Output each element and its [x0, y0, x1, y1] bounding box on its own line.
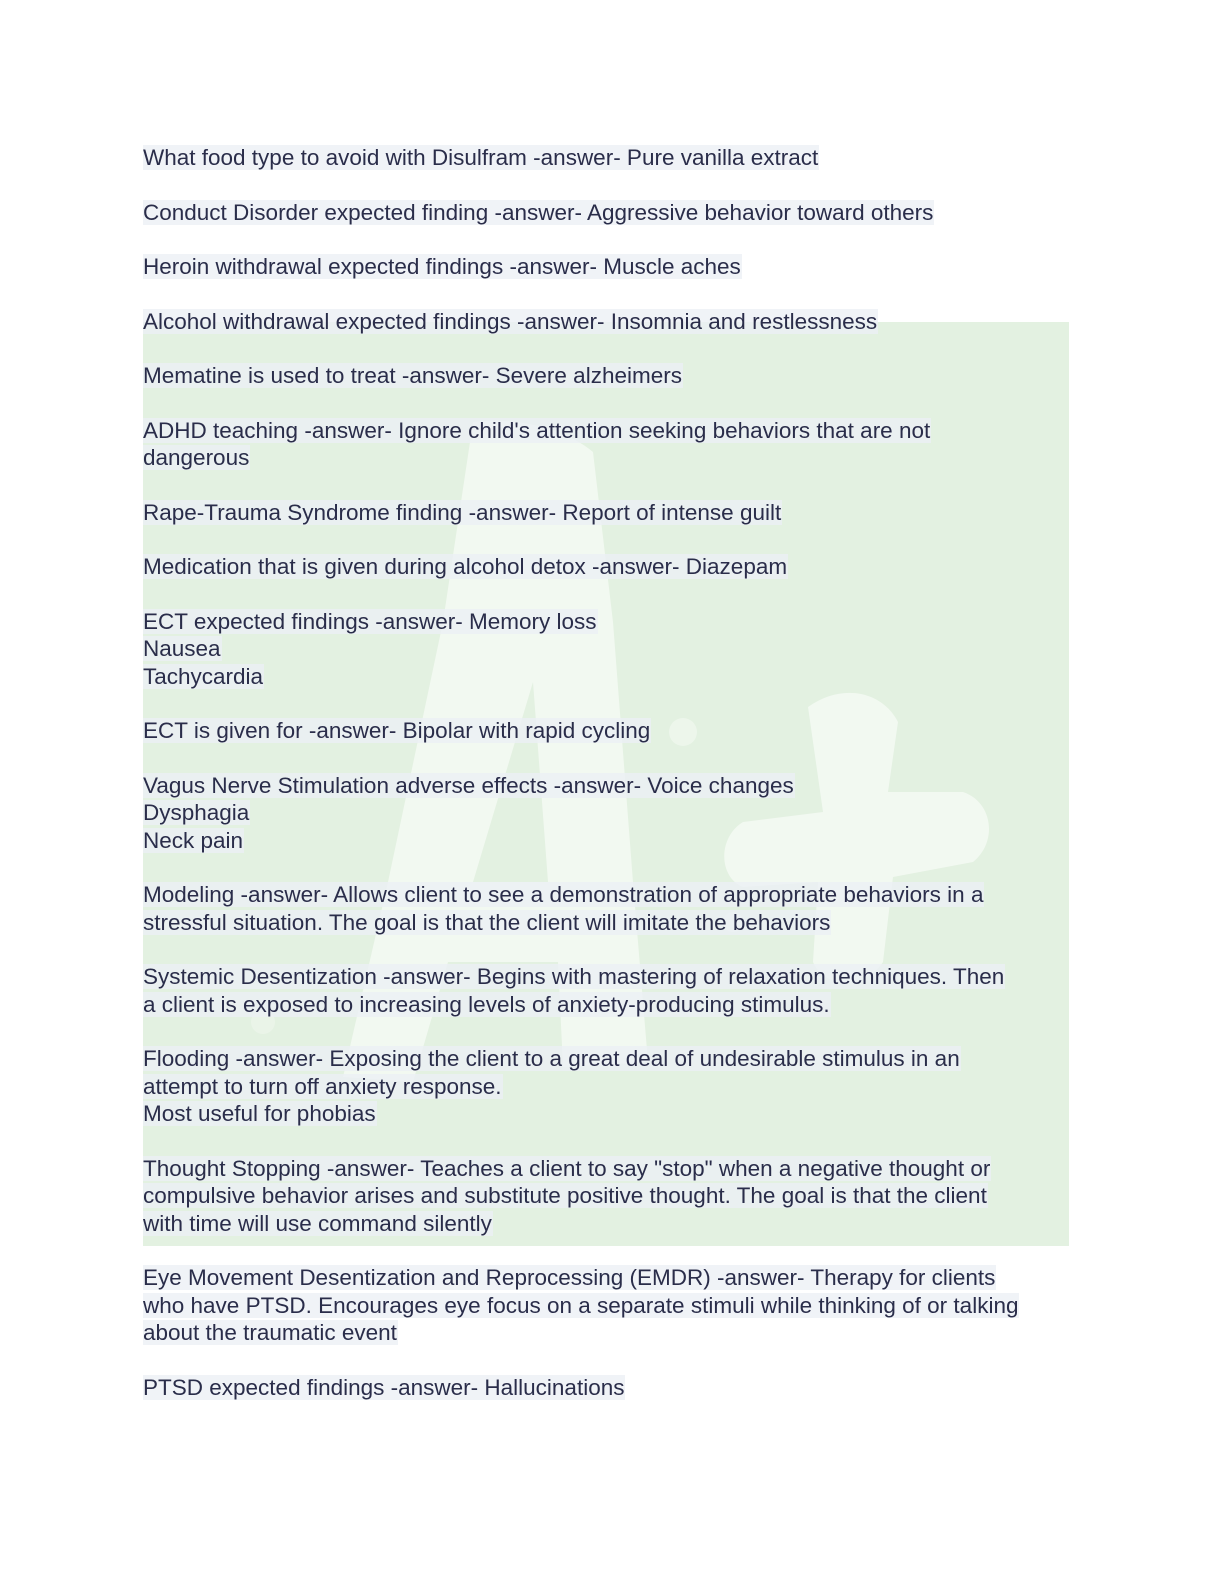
qa-line: Tachycardia [143, 663, 264, 689]
qa-line: Modeling -answer- Allows client to see a demonstration of appropriate behaviors in a [143, 882, 984, 907]
qa-line: a client is exposed to increasing levels of anxiety-producing stimulus. [143, 991, 830, 1017]
qa-line: with time will use command silently [143, 1210, 492, 1236]
qa-line: Eye Movement Desentization and Reprocessing (EMDR) -answer- Therapy for clients [143, 1265, 996, 1290]
qa-item [143, 553, 1073, 581]
qa-line: ECT is given for -answer- Bipolar with rapid cycling [143, 718, 651, 743]
qa-line: Dysphagia [143, 800, 250, 825]
qa-item [143, 417, 1073, 472]
qa-line: Most useful for phobias [143, 1101, 376, 1126]
qa-line: dangerous [143, 445, 250, 470]
qa-line: Systemic Desentization -answer- Begins with mastering of relaxation techniques. Then [143, 964, 1005, 989]
qa-line: Rape-Trauma Syndrome finding -answer- Report of intense guilt [143, 499, 782, 525]
qa-line: ADHD teaching -answer- Ignore child's attention seeking behaviors that are not [143, 417, 931, 443]
qa-line: Nausea [143, 636, 221, 661]
qa-item [143, 717, 1073, 745]
qa-item [143, 308, 1073, 336]
qa-item [143, 608, 1073, 691]
qa-item [143, 199, 1073, 227]
qa-line: Alcohol withdrawal expected findings -answer- Insomnia and restlessness [143, 308, 878, 334]
qa-line: Vagus Nerve Stimulation adverse effects -answer- Voice changes [143, 772, 794, 798]
qa-list [143, 144, 1073, 1428]
qa-line: about the traumatic event [143, 1320, 397, 1345]
qa-line: ECT expected findings -answer- Memory loss [143, 608, 597, 634]
qa-item [143, 881, 1073, 936]
qa-line: What food type to avoid with Disulfram -answer- Pure vanilla extract [143, 145, 819, 170]
qa-item [143, 1155, 1073, 1238]
qa-item [143, 963, 1073, 1018]
qa-line: Neck pain [143, 827, 244, 853]
qa-line: who have PTSD. Encourages eye focus on a separate stimuli while thinking of or talking [143, 1292, 1019, 1318]
qa-item [143, 144, 1073, 172]
qa-item [143, 362, 1073, 390]
qa-line: Thought Stopping -answer- Teaches a client to say "stop" when a negative thought or [143, 1155, 991, 1181]
qa-item [143, 772, 1073, 855]
qa-line: Medication that is given during alcohol detox -answer- Diazepam [143, 554, 788, 579]
qa-item [143, 499, 1073, 527]
qa-line: stressful situation. The goal is that the client will imitate the behaviors [143, 909, 831, 935]
qa-line: Conduct Disorder expected finding -answer- Aggressive behavior toward others [143, 199, 934, 225]
qa-item [143, 1045, 1073, 1128]
qa-line: compulsive behavior arises and substitute positive thought. The goal is that the client [143, 1183, 987, 1208]
qa-line: Mematine is used to treat -answer- Severe alzheimers [143, 363, 682, 388]
qa-item [143, 253, 1073, 281]
qa-line: Heroin withdrawal expected findings -answer- Muscle aches [143, 254, 741, 279]
qa-item [143, 1264, 1073, 1347]
qa-line: Flooding -answer- Exposing the client to a great deal of undesirable stimulus in an [143, 1046, 960, 1071]
qa-item [143, 1374, 1073, 1402]
qa-line: PTSD expected findings -answer- Hallucinations [143, 1374, 625, 1400]
qa-line: attempt to turn off anxiety response. [143, 1073, 502, 1099]
